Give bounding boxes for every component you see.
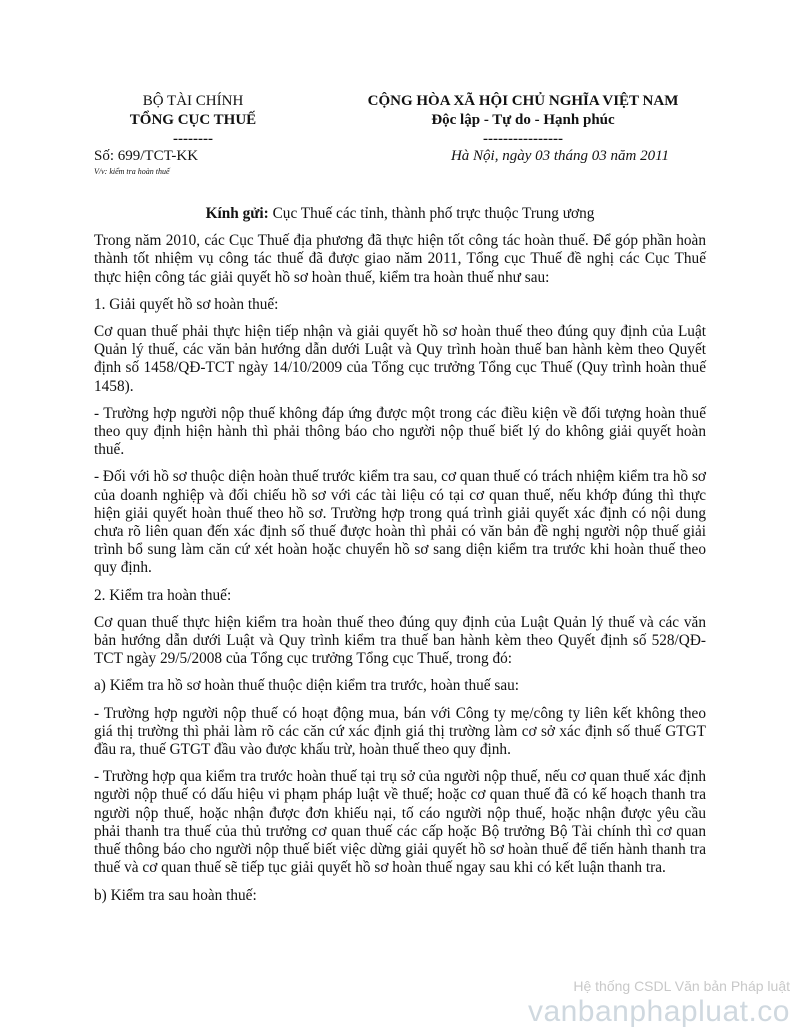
issuer-block (94, 92, 292, 149)
reference-row (94, 148, 669, 165)
paragraph-intro: Trong năm 2010, các Cục Thuế địa phương đã thực hiện tốt công tác hoàn thuế. Để góp phần hoàn thành tốt nhiệm vụ công tác thuế đã được giao năm 2011, Tổng cục Thuế đề nghị các Cục Thuế thực hiện công tác giải quyết hồ sơ hoàn thuế, kiểm tra hoàn thuế như sau: (94, 232, 706, 286)
ministry-name: BỘ TÀI CHÍNH (142, 93, 244, 109)
document-body (94, 205, 706, 914)
paragraph: - Đối với hồ sơ thuộc diện hoàn thuế trước kiểm tra sau, cơ quan thuế có trách nhiệm kiểm tra hồ sơ của doanh nghiệp và đối chiếu hồ sơ với các tài liệu có tại cơ quan thuế, nếu khớp đúng thì thực hiện giải quyết hoàn thuế theo hồ sơ. Trường hợp trong quá trình giải quyết xác định có nội dung chưa rõ liên quan đến xác định số thuế được hoàn thì phải có văn bản đề nghị người nộp thuế giải trình bổ sung làm căn cứ xét hoàn hoặc chuyển hồ sơ sang diện kiểm tra trước khi hoàn thuế theo quy định. (94, 468, 706, 577)
watermark (528, 977, 790, 1029)
watermark-site: vanbanphapluat.co (527, 995, 790, 1028)
place-date: Hà Nội, ngày 03 tháng 03 năm 2011 (450, 148, 669, 164)
watermark-caption: Hệ thống CSDL Văn bản Pháp luật (573, 978, 790, 994)
paragraph: - Trường hợp người nộp thuế không đáp ứng được một trong các điều kiện về đối tượng hoàn thuế theo quy định hiện hành thì phải thông báo cho người nộp thuế biết lý do không giải quyết hoàn thuế. (94, 404, 706, 459)
national-motto: Độc lập - Tự do - Hạnh phúc (431, 112, 615, 128)
paragraph: Cơ quan thuế thực hiện kiểm tra hoàn thuế theo đúng quy định của Luật Quản lý thuế và các văn bản hướng dẫn dưới Luật và Quy trình kiểm tra thuế ban hành kèm theo Quyết định số 528/QĐ-TCT ngày 29/5/2008 của Tổng cục trưởng Tổng cục Thuế, trong đó: (94, 613, 706, 668)
section-heading-2: 2. Kiểm tra hoàn thuế: (94, 586, 232, 604)
national-title-block (292, 92, 714, 149)
salutation (94, 205, 706, 223)
document-header (94, 92, 714, 149)
salutation-recipient: Cục Thuế các tỉnh, thành phố trực thuộc Trung ương (268, 205, 595, 222)
paragraph: Cơ quan thuế phải thực hiện tiếp nhận và giải quyết hồ sơ hoàn thuế theo đúng quy định của Luật Quản lý thuế, các văn bản hướng dẫn dưới Luật và Quy trình hoàn thuế ban hành kèm theo Quyết định số 1458/QĐ-TCT ngày 14/10/2009 của Tổng cục trưởng Tổng cục Thuế (Quy trình hoàn thuế 1458). (94, 323, 706, 395)
motto-rule: ---------------- (483, 131, 563, 147)
subsection-heading-a: a) Kiểm tra hồ sơ hoàn thuế thuộc diện kiểm tra trước, hoàn thuế sau: (94, 677, 520, 695)
subsection-heading-b: b) Kiểm tra sau hoàn thuế: (94, 886, 257, 904)
document-number: Số: 699/TCT-KK (94, 148, 199, 164)
salutation-label: Kính gửi: (205, 205, 269, 222)
document-subject: V/v: kiểm tra hoàn thuế (94, 167, 170, 176)
section-heading-1: 1. Giải quyết hồ sơ hoàn thuế: (94, 295, 279, 313)
paragraph: - Trường hợp người nộp thuế có hoạt động mua, bán với Công ty mẹ/công ty liên kết không theo giá thị trường thì phải làm rõ các căn cứ xác định giá thị trường làm cơ sở xác định số thuế GTGT đầu ra, thuế GTGT đầu vào được khấu trừ, hoàn thuế theo quy định. (94, 704, 706, 759)
issuer-rule: -------- (173, 131, 213, 147)
paragraph: - Trường hợp qua kiểm tra trước hoàn thuế tại trụ sở của người nộp thuế, nếu cơ quan thuế xác định người nộp thuế có dấu hiệu vi phạm pháp luật về thuế; hoặc cơ quan thuế đã có kế hoạch thanh tra người nộp thuế, hoặc nhận được đơn khiếu nại, tố cáo người nộp thuế, hoặc nhận được yêu cầu phải thanh tra thuế của thủ trưởng cơ quan thuế các cấp hoặc Bộ trưởng Bộ Tài chính thì cơ quan thuế thông báo cho người nộp thuế biết việc dừng giải quyết hồ sơ hoàn thuế để tiến hành thanh tra thuế và cơ quan thuế sẽ tiếp tục giải quyết hồ sơ hoàn thuế ngay sau khi có kết luận thanh tra. (94, 768, 706, 877)
department-name: TỔNG CỤC THUẾ (129, 112, 257, 128)
country-name: CỘNG HÒA XÃ HỘI CHỦ NGHĨA VIỆT NAM (367, 93, 679, 109)
